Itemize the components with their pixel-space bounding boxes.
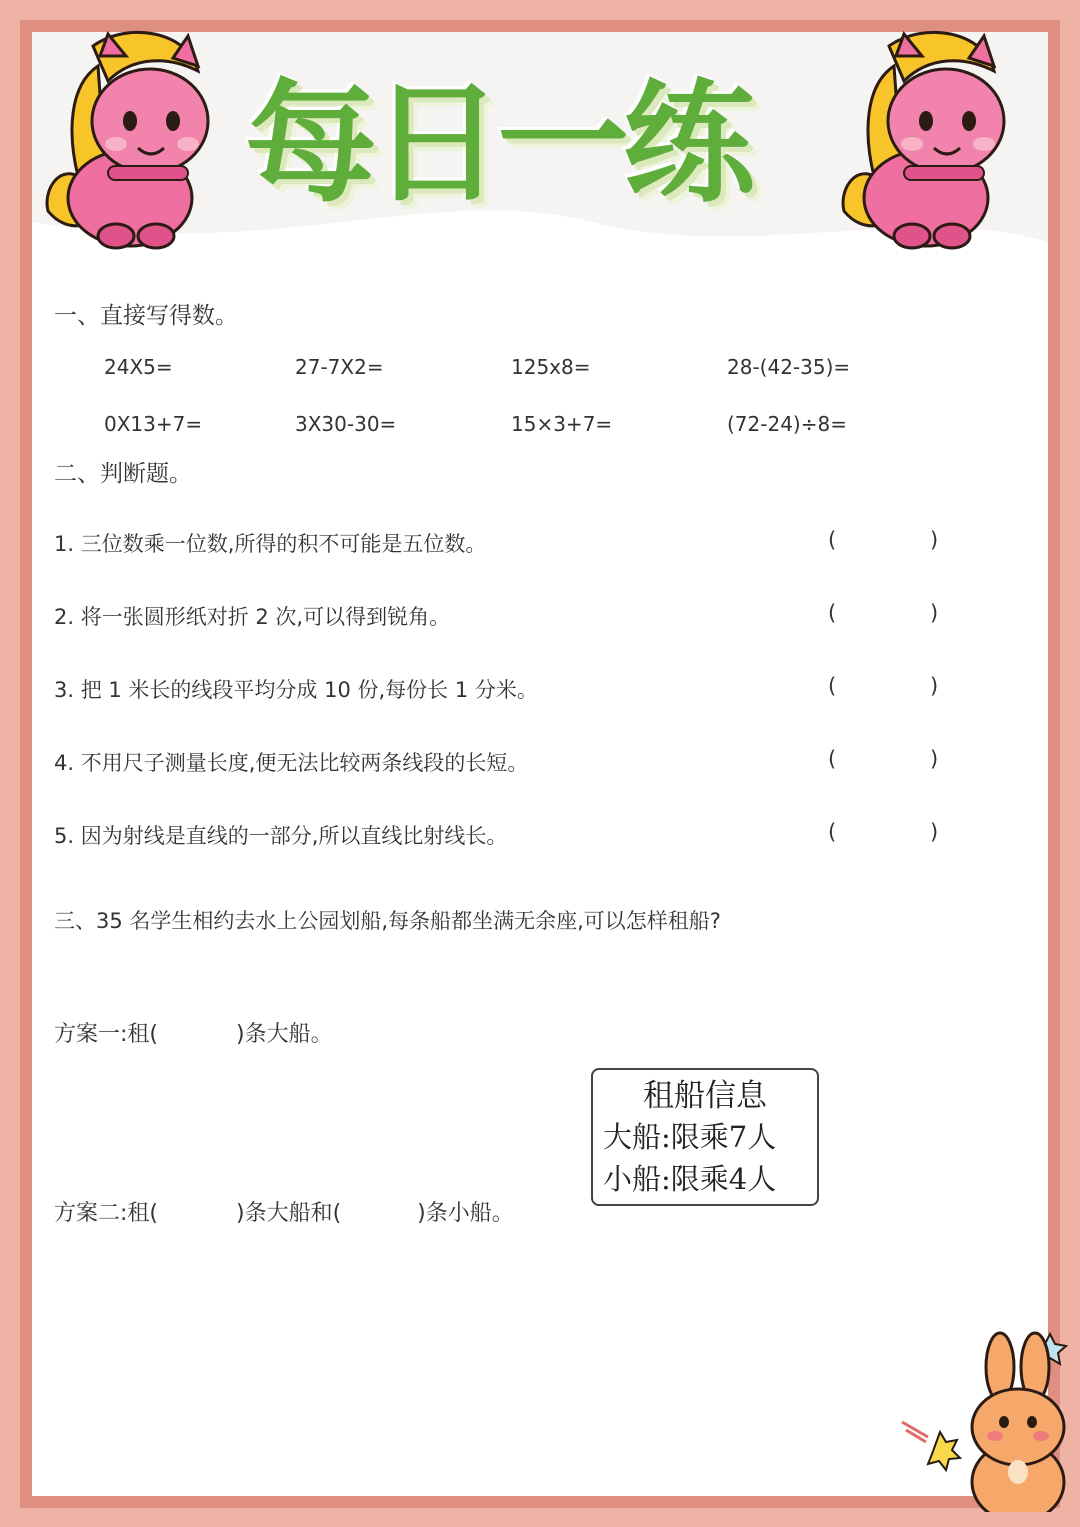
plan-one [54, 1017, 333, 1048]
answer-paren-close: ) [930, 601, 939, 625]
judge-item: 3. 把 1 米长的线段平均分成 10 份,每份长 1 分米。 [54, 678, 538, 702]
answer-paren-close: ) [930, 747, 939, 771]
boat-info-small: 小船:限乘4人 [603, 1162, 777, 1196]
judge-item: 1. 三位数乘一位数,所得的积不可能是五位数。 [54, 532, 487, 556]
plan-two-text-b: )条大船和( [236, 1201, 342, 1226]
calc-item: 15×3+7= [511, 412, 613, 436]
plan-one-text-b: )条大船。 [236, 1022, 333, 1047]
answer-paren-open[interactable]: ( [828, 601, 837, 625]
section1-title: 一、直接写得数。 [54, 303, 238, 329]
boat-info-title: 租船信息 [643, 1078, 767, 1114]
answer-paren-close: ) [930, 674, 939, 698]
calc-item: 24X5= [104, 355, 173, 379]
judge-item: 2. 将一张圆形纸对折 2 次,可以得到锐角。 [54, 605, 451, 629]
calc-item: (72-24)÷8= [727, 412, 847, 436]
section2-title: 二、判断题。 [54, 461, 192, 487]
bunny-icon [900, 1322, 1076, 1512]
page-title: 每日一练 [245, 67, 749, 221]
plan-two [54, 1196, 514, 1227]
boat-info-box [591, 1068, 819, 1206]
pony-icon [834, 26, 1018, 252]
answer-paren-close: ) [930, 820, 939, 844]
judge-item: 5. 因为射线是直线的一部分,所以直线比射线长。 [54, 824, 508, 848]
plan-one-text-a: 方案一:租( [54, 1022, 158, 1047]
answer-paren-open[interactable]: ( [828, 674, 837, 698]
plan-two-text-c: )条小船。 [417, 1201, 514, 1226]
section3-question: 三、35 名学生相约去水上公园划船,每条船都坐满无余座,可以怎样租船? [54, 909, 721, 933]
answer-paren-close: ) [930, 528, 939, 552]
calc-item: 27-7X2= [295, 355, 384, 379]
plan-two-text-a: 方案二:租( [54, 1201, 158, 1226]
pony-icon [38, 26, 222, 252]
calc-item: 125x8= [511, 355, 591, 379]
answer-paren-open[interactable]: ( [828, 528, 837, 552]
boat-info-big: 大船:限乘7人 [603, 1120, 777, 1154]
calc-item: 28-(42-35)= [727, 355, 851, 379]
judge-item: 4. 不用尺子测量长度,便无法比较两条线段的长短。 [54, 751, 529, 775]
answer-paren-open[interactable]: ( [828, 747, 837, 771]
calc-item: 0X13+7= [104, 412, 203, 436]
calc-item: 3X30-30= [295, 412, 397, 436]
answer-paren-open[interactable]: ( [828, 820, 837, 844]
